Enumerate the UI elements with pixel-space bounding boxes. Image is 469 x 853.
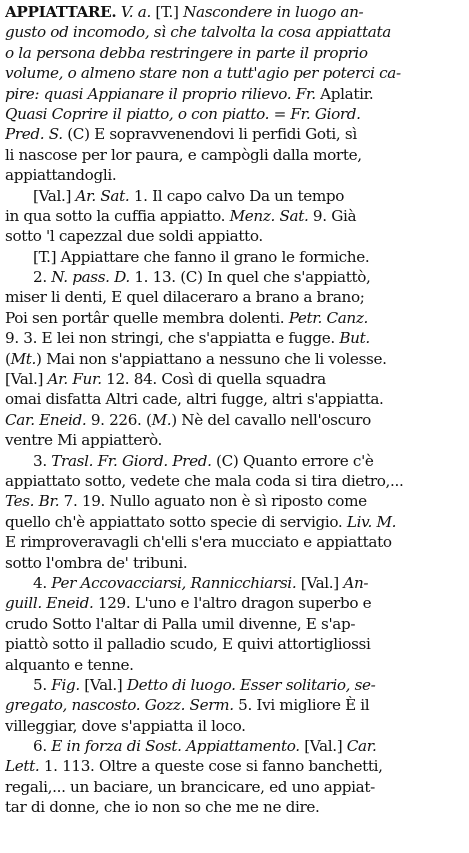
entry-line — [5, 614, 464, 634]
entry-line — [5, 124, 464, 144]
entry-line — [5, 349, 464, 369]
entry-line — [5, 532, 464, 552]
text-run: 1. 113. Oltre a queste cose si fanno banchetti, — [39, 757, 383, 776]
entry-line — [5, 430, 464, 450]
entry-line — [5, 22, 464, 42]
text-run: 5. Ivi migliore È il — [233, 696, 370, 715]
text-run: [T.] — [150, 3, 184, 21]
italic-text: pire: quasi Appianare il proprio rilievo. — [5, 84, 292, 103]
italic-text: gusto od incomodo, sì che talvolta la cosa appiattata — [5, 23, 391, 42]
italic-text: Ar. Fur. — [47, 370, 102, 389]
text-run: 1. 13. (C) In quel che s'appiattò, — [129, 268, 371, 287]
headword: APPIATTARE. — [5, 3, 117, 21]
text-run: 9. 226. ( — [86, 410, 152, 429]
entry-line — [5, 593, 464, 613]
italic-text: V. a. — [120, 3, 151, 21]
text-run: [T.] Appiattare che fanno il grano le formiche. — [33, 247, 370, 266]
entry-line — [5, 573, 464, 593]
text-run: miser li denti, E quel dilaceraro a brano a brano; — [5, 288, 365, 307]
italic-text: o la persona debba restringere in parte il proprio — [5, 43, 368, 62]
text-run: 12. 84. Così di quella squadra — [101, 370, 326, 389]
text-run: [Val.] — [299, 737, 347, 756]
text-run: alquanto e tenne. — [5, 655, 134, 674]
text-run: ) Mai non s'appiattano a nessuno che li volesse. — [36, 349, 387, 368]
text-run: li nascose per lor paura, e campògli dalla morte, — [5, 145, 362, 164]
text-run: ) Nè del cavallo nell'oscuro — [171, 410, 371, 429]
entry-line — [5, 165, 464, 185]
entry-line — [5, 695, 464, 715]
text-run: appiattandogli. — [5, 166, 117, 185]
text-run: 9. 3. E lei non stringi, che s'appiatta e fugge. — [5, 329, 340, 348]
italic-text: Trasl. Fr. Giord. Pred. — [51, 451, 212, 470]
entry-line — [5, 471, 464, 491]
text-run: [Val.] — [79, 675, 127, 694]
italic-text: Car. Eneid. — [5, 410, 87, 429]
entry-headline — [5, 2, 464, 22]
text-run: 5. — [33, 675, 52, 694]
text-run: 2. — [33, 268, 52, 287]
italic-text: Mt. — [10, 349, 37, 368]
entry-line — [5, 247, 464, 267]
entry-line — [5, 308, 464, 328]
italic-text: Quasi Coprire il piatto, o con piatto. = Fr. Giord. — [5, 104, 361, 123]
text-run: 3. — [33, 451, 52, 470]
italic-text: Lett. — [5, 757, 40, 776]
italic-text: Petr. Canz. — [288, 308, 368, 327]
text-run: tar di donne, che io non so che me ne dire. — [5, 798, 320, 817]
italic-text: E in forza di Sost. Appiattamento. — [51, 737, 300, 756]
entry-line — [5, 756, 464, 776]
italic-text: Fr. — [295, 84, 316, 103]
italic-text: Per Accovacciarsi, Rannicchiarsi. — [51, 573, 297, 592]
entry-line — [5, 736, 464, 756]
text-run: villeggiar, dove s'appiatta il loco. — [5, 716, 246, 735]
text-run: 6. — [33, 737, 52, 756]
text-run: ventre Mi appiatterò. — [5, 431, 162, 450]
text-run: omai disfatta Altri cade, altri fugge, altri s'appiatta. — [5, 390, 384, 409]
text-run: E rimproveravagli ch'elli s'era mucciato e appiattato — [5, 533, 392, 552]
italic-text: guill. Eneid. — [5, 594, 94, 613]
italic-text: But. — [339, 329, 370, 348]
entry-line — [5, 451, 464, 471]
entry-line — [5, 287, 464, 307]
text-run: (C) Quanto errore c'è — [211, 451, 374, 470]
text-run: 9. Già — [308, 206, 357, 225]
italic-text: Menz. Sat. — [229, 206, 309, 225]
entry-line — [5, 206, 464, 226]
entry-line — [5, 43, 464, 63]
entry-line — [5, 84, 464, 104]
entry-line — [5, 512, 464, 532]
entry-line — [5, 369, 464, 389]
italic-text: volume, o almeno stare non a tutt'agio per poterci ca- — [5, 64, 401, 83]
entry-line — [5, 675, 464, 695]
entry-line — [5, 226, 464, 246]
text-run: quello ch'è appiattato sotto specie di servigio. — [5, 512, 347, 531]
text-run: appiattato sotto, vedete che mala coda si tira dietro,... — [5, 471, 404, 490]
italic-text: An- — [343, 573, 369, 592]
italic-text: N. pass. D. — [51, 268, 130, 287]
text-run: 7. 19. Nullo aguato non è sì riposto come — [59, 492, 367, 511]
italic-text: Detto di luogo. Esser solitario, se- — [126, 675, 376, 694]
italic-text: Fig. — [51, 675, 80, 694]
entry-line — [5, 655, 464, 675]
text-run: regali,... un baciare, un brancicare, ed uno appiat- — [5, 777, 375, 796]
entry-line — [5, 267, 464, 287]
entry-line — [5, 553, 464, 573]
entry-line — [5, 104, 464, 124]
entry-line — [5, 716, 464, 736]
entry-line — [5, 389, 464, 409]
text-run: 1. Il capo calvo Da un tempo — [129, 186, 345, 205]
italic-text: Car. — [346, 737, 377, 756]
entry-line — [5, 63, 464, 83]
text-run: piattò sotto il palladio scudo, E quivi attortigliossi — [5, 635, 371, 654]
text-run: ( — [5, 349, 11, 368]
italic-text: Ar. Sat. — [75, 186, 130, 205]
entry-line — [5, 145, 464, 165]
text-run: [Val.] — [296, 573, 344, 592]
italic-text: Tes. Br. — [5, 492, 60, 511]
entry-line — [5, 410, 464, 430]
entry-line — [5, 491, 464, 511]
entry-line — [5, 797, 464, 817]
text-run: in qua sotto la cuffia appiatto. — [5, 206, 230, 225]
italic-text: Pred. S. — [5, 125, 63, 144]
text-run: sotto l'ombra de' tribuni. — [5, 553, 188, 572]
text-run: Aplatir. — [315, 84, 374, 103]
text-run: 129. L'uno e l'altro dragon superbo e — [93, 594, 372, 613]
text-run: [Val.] — [5, 370, 48, 389]
text-run: 4. — [33, 573, 52, 592]
text-run: crudo Sotto l'altar di Palla umil divenne, E s'ap- — [5, 614, 356, 633]
text-run: Poi sen portâr quelle membra dolenti. — [5, 308, 289, 327]
italic-text: M. — [151, 410, 172, 429]
italic-text: Liv. M. — [346, 512, 397, 531]
entry-line — [5, 328, 464, 348]
italic-text: gregato, nascosto. Gozz. Serm. — [5, 696, 234, 715]
entry-line — [5, 634, 464, 654]
entry-line — [5, 777, 464, 797]
italic-text: Nascondere in luogo an- — [183, 3, 364, 21]
text-run: sotto 'l capezzal due soldi appiatto. — [5, 227, 263, 246]
text-run: (C) E sopravvenendovi li perfidi Goti, sì — [62, 125, 357, 144]
entry-line — [5, 186, 464, 206]
text-run: [Val.] — [33, 186, 76, 205]
